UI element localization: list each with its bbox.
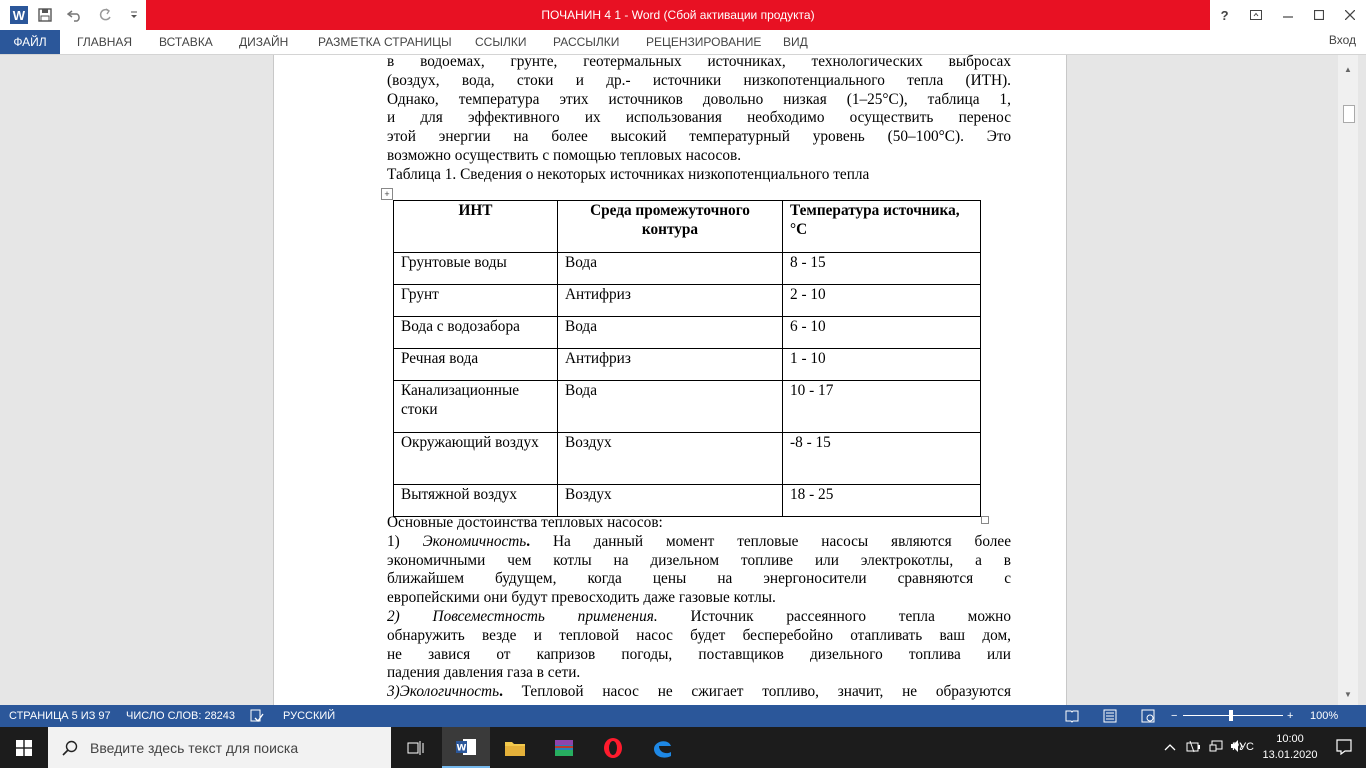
zoom-out-button[interactable]: − <box>1171 710 1178 722</box>
table-cell[interactable]: Окружающий воздух <box>394 433 558 485</box>
minimize-icon[interactable] <box>1283 7 1293 23</box>
title-bar <box>0 0 1366 30</box>
table-header-cell: ИНТ <box>394 201 558 253</box>
word-count[interactable]: ЧИСЛО СЛОВ: 28243 <box>126 710 236 722</box>
text-line: 2) Повсеместность применения. Источник рассеянного тепла можно <box>387 607 1011 625</box>
table-row <box>394 381 981 433</box>
clock[interactable] <box>1262 731 1318 763</box>
table-cell[interactable]: Грунтовые воды <box>394 253 558 285</box>
paragraph-intro <box>387 55 1011 185</box>
table-caption: Таблица 1. Сведения о некоторых источниках низкопотенциального тепла <box>387 165 870 183</box>
windows-start-icon[interactable] <box>0 727 48 768</box>
input-language[interactable]: РУС <box>1231 741 1254 753</box>
table-cell[interactable]: Вода с водозабора <box>394 317 558 349</box>
tray-overflow-icon[interactable] <box>1164 739 1176 757</box>
table-cell[interactable]: Канализационные стоки <box>394 381 558 433</box>
maximize-icon[interactable] <box>1314 7 1324 23</box>
text-line: возможно осуществить с помощью тепловых насосов. <box>387 146 742 164</box>
table-cell[interactable]: Речная вода <box>394 349 558 381</box>
winrar-icon[interactable] <box>540 727 588 768</box>
table-cell[interactable]: 1 - 10 <box>783 349 981 381</box>
network-icon[interactable] <box>1208 739 1224 758</box>
text-line: 3)Экологичность. Тепловой насос не сжигает топливо, значит, не образуются <box>387 683 1011 701</box>
tab-review[interactable]: РЕЦЕНЗИРОВАНИЕ <box>646 35 762 49</box>
search-placeholder: Введите здесь текст для поиска <box>90 739 299 756</box>
text-line: обнаружить везде и тепловой насос будет бесперебойно отапливать ваш дом, <box>387 626 1011 644</box>
document-area <box>0 55 1338 705</box>
quick-access-toolbar <box>0 0 146 30</box>
tab-home[interactable]: ГЛАВНАЯ <box>77 35 133 49</box>
table-cell[interactable]: Вытяжной воздух <box>394 485 558 517</box>
clock-time: 10:00 <box>1276 733 1304 745</box>
print-layout-icon[interactable] <box>1103 709 1117 727</box>
search-icon <box>62 740 78 756</box>
file-explorer-icon[interactable] <box>491 727 539 768</box>
scroll-up-icon[interactable]: ▲ <box>1344 65 1352 74</box>
ribbon-display-icon[interactable] <box>1250 7 1262 23</box>
word-app-icon[interactable]: W <box>10 6 28 24</box>
sign-in-link[interactable]: Вход <box>1328 33 1356 47</box>
table-header-row <box>394 201 981 253</box>
item3-title: 3)Экологичность <box>387 683 500 701</box>
window-title: ПОЧАНИН 4 1 - Word (Сбой активации продукта) <box>146 0 1210 30</box>
table-move-handle[interactable]: + <box>381 188 393 200</box>
tab-view[interactable]: ВИД <box>783 35 808 49</box>
table-header-cell: Температура источника, °С <box>783 201 981 253</box>
table-cell[interactable]: -8 - 15 <box>783 433 981 485</box>
text-line: не завися от капризов погоды, поставщиков дизельного топлива или <box>387 645 1011 663</box>
battery-icon[interactable] <box>1186 739 1202 758</box>
edge-icon[interactable] <box>639 727 687 768</box>
page-count[interactable]: СТРАНИЦА 5 ИЗ 97 <box>9 710 111 722</box>
tab-mailings[interactable]: РАССЫЛКИ <box>553 35 620 49</box>
notifications-icon[interactable] <box>1336 739 1352 760</box>
tab-file[interactable]: ФАЙЛ <box>0 30 60 54</box>
item1-title: Экономичность <box>422 532 527 550</box>
customize-qat-icon[interactable] <box>122 3 146 27</box>
zoom-slider[interactable] <box>1183 715 1283 716</box>
task-view-icon[interactable] <box>392 727 440 768</box>
table-cell[interactable]: 18 - 25 <box>783 485 981 517</box>
table-cell[interactable]: Вода <box>558 253 783 285</box>
table-row <box>394 285 981 317</box>
ribbon-tabs <box>0 30 1366 55</box>
document-page[interactable] <box>273 55 1067 705</box>
zoom-in-button[interactable]: + <box>1287 710 1294 722</box>
table-cell[interactable]: 10 - 17 <box>783 381 981 433</box>
tab-design[interactable]: ДИЗАЙН <box>239 35 289 49</box>
text-line: и для эффективного их использования необходимо осуществить перенос <box>387 109 1011 127</box>
item1-number: 1) <box>387 532 400 550</box>
taskbar-search[interactable] <box>48 727 391 768</box>
status-bar <box>0 705 1366 727</box>
table-row <box>394 253 981 285</box>
redo-icon[interactable] <box>93 3 117 27</box>
zoom-slider-thumb[interactable] <box>1229 710 1233 721</box>
table-cell[interactable]: 2 - 10 <box>783 285 981 317</box>
proofing-icon[interactable] <box>250 709 264 727</box>
table-cell[interactable]: Воздух <box>558 433 783 485</box>
zoom-level[interactable]: 100% <box>1310 710 1339 722</box>
opera-icon[interactable] <box>589 727 637 768</box>
close-icon[interactable] <box>1345 7 1355 23</box>
language-indicator[interactable]: РУССКИЙ <box>283 710 336 722</box>
item2-text: Источник рассеянного тепла можно <box>690 607 1011 625</box>
scroll-thumb[interactable] <box>1343 105 1355 123</box>
text-line: в водоемах, грунте, геотермальных источниках, технологических выбросах <box>387 55 1011 70</box>
table-cell[interactable]: Антифриз <box>558 285 783 317</box>
table-cell[interactable]: Антифриз <box>558 349 783 381</box>
item2-title: 2) Повсеместность применения <box>387 607 654 625</box>
advantages-heading: Основные достоинства тепловых насосов: <box>387 514 663 531</box>
text-line: падения давления газа в сети. <box>387 664 581 682</box>
text-line: европейскими они будут превосходить даже газовые котлы. <box>387 589 776 607</box>
svg-text:W: W <box>456 743 467 753</box>
taskbar <box>0 727 1366 768</box>
text-line: 1) Экономичность. На данный момент тепловые насосы являются более <box>387 532 1011 550</box>
tab-references[interactable]: ССЫЛКИ <box>475 35 527 49</box>
window-edge <box>1358 55 1366 705</box>
read-mode-icon[interactable] <box>1065 709 1079 727</box>
clock-date: 13.01.2020 <box>1262 749 1318 761</box>
table-cell[interactable]: 6 - 10 <box>783 317 981 349</box>
vertical-scrollbar[interactable] <box>1338 55 1358 705</box>
tab-insert[interactable]: ВСТАВКА <box>159 35 213 49</box>
text-line: Однако, температура этих источников довольно низкая (1–25°С), таблица 1, <box>387 90 1011 108</box>
text-line: ближайшем будущем, когда цены на энергоносители сравняются с <box>387 570 1011 588</box>
scroll-down-icon[interactable]: ▼ <box>1344 690 1352 699</box>
table-cell[interactable]: Грунт <box>394 285 558 317</box>
item1-text: На данный момент тепловые насосы являются более <box>552 532 1011 550</box>
text-line: этой энергии на более высокий температурный уровень (50–100°С). Это <box>387 128 1011 146</box>
table-row <box>394 485 981 517</box>
save-icon[interactable] <box>34 3 58 27</box>
table-row <box>394 349 981 381</box>
window-controls <box>1210 0 1366 30</box>
heat-sources-table <box>393 200 981 517</box>
table-cell[interactable]: Воздух <box>558 485 783 517</box>
word-taskbar-icon[interactable] <box>442 727 490 768</box>
table-header-cell: Среда промежуточного контура <box>558 201 783 253</box>
text-line: (воздух, вода, стоки и др.- источники низкопотенциального тепла (ИТН). <box>387 71 1011 89</box>
paragraph-advantages <box>387 514 1011 702</box>
table-row <box>394 433 981 485</box>
tab-page-layout[interactable]: РАЗМЕТКА СТРАНИЦЫ <box>318 35 452 49</box>
item3-text: Тепловой насос не сжигает топливо, значит, не образуются <box>521 683 1011 701</box>
help-button[interactable]: ? <box>1220 7 1229 23</box>
table-cell[interactable]: Вода <box>558 381 783 433</box>
table-cell[interactable]: 8 - 15 <box>783 253 981 285</box>
web-layout-icon[interactable] <box>1141 709 1155 727</box>
text-line: экономичными чем котлы на дизельном топливе или электрокотлы, а в <box>387 551 1011 569</box>
table-cell[interactable]: Вода <box>558 317 783 349</box>
table-row <box>394 317 981 349</box>
undo-icon[interactable] <box>63 3 87 27</box>
